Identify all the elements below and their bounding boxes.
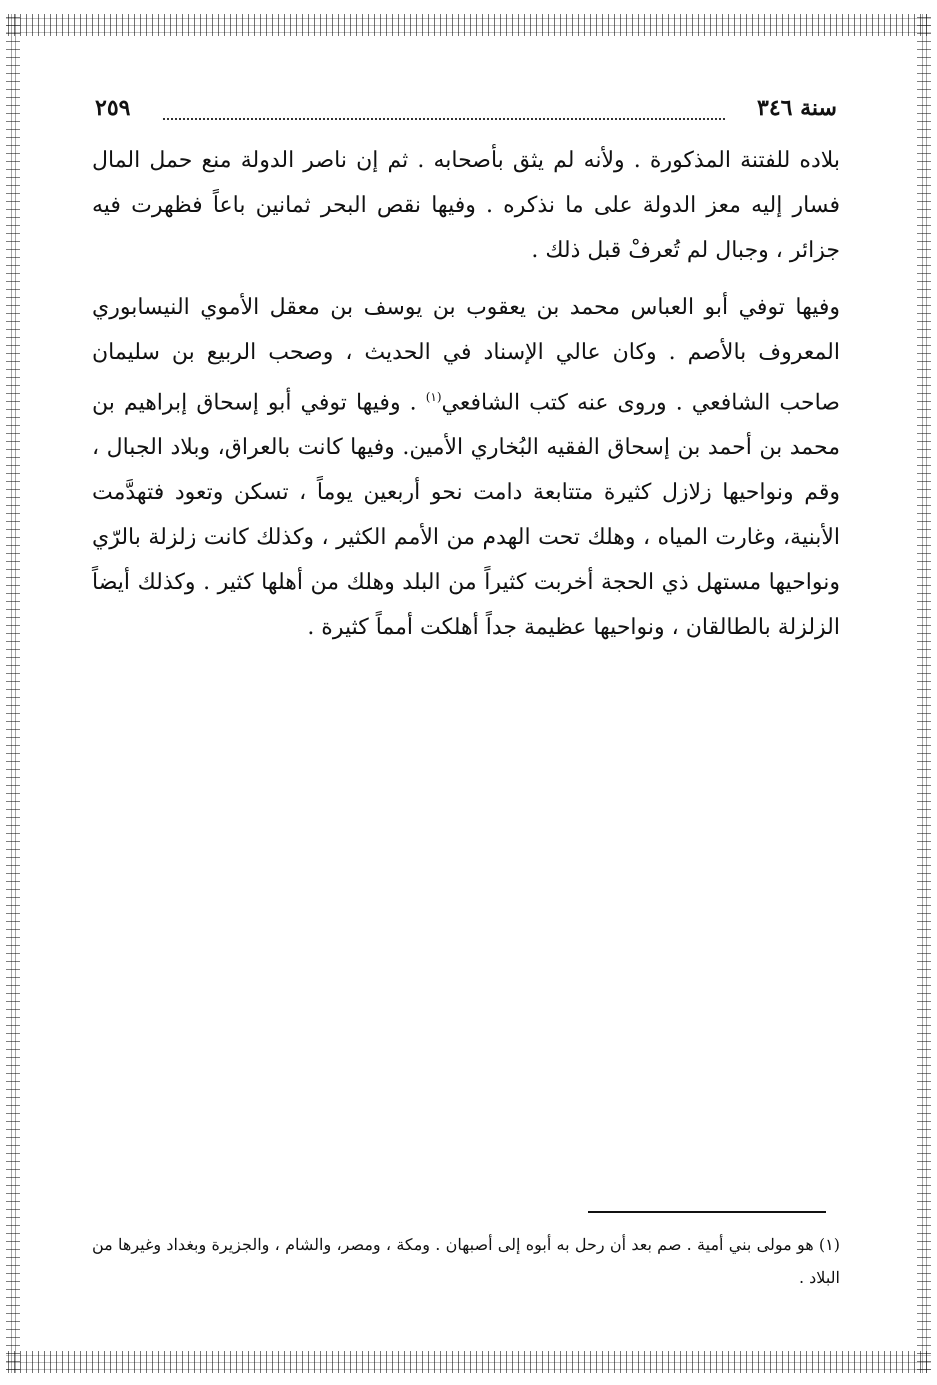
footnote-separator: [588, 1211, 826, 1213]
footnote: [92, 1228, 840, 1294]
main-text: [92, 138, 840, 650]
paragraph-2: [92, 285, 840, 650]
ornamental-border-left: [6, 14, 20, 1373]
ornamental-border-top: [6, 14, 931, 36]
running-header: [95, 88, 837, 128]
header-year-label: سنة ٣٤٦: [757, 95, 837, 121]
ornamental-border-bottom: [6, 1351, 931, 1373]
header-dotted-leader: [163, 118, 725, 120]
paragraph-2-part-b: . وفيها توفي أبو إسحاق إبراهيم بن محمد بن أحمد بن إسحاق الفقيه البُخاري الأمين. وفيها كانت بالعراق، وبلاد الجبال ، وقم ونواحيها زلازل كثيرة متتابعة دامت نحو أربعين يوماً ، تسكن وتعود فتهدَّمت الأبنية، وغارت المياه ، وهلك تحت الهدم من الأمم الكثير ، وكذلك كانت زلزلة بالرّي ونواحيها مستهل ذي الحجة أخربت كثيراً من البلد وهلك من أهلها كثير . وكذلك أيضاً الزلزلة بالطالقان ، ونواحيها عظيمة جداً أهلكت أمماً كثيرة .: [92, 390, 840, 641]
page-number: ٢٥٩: [95, 95, 131, 121]
footnote-text: (١) هو مولى بني أمية . صم بعد أن رحل به أبوه إلى أصبهان . ومكة ، ومصر، والشام ، والجزيرة وبغداد وغيرها من البلاد .: [92, 1235, 841, 1287]
paragraph-1: بلاده للفتنة المذكورة . ولأنه لم يثق بأصحابه . ثم إن ناصر الدولة منع حمل المال فسار إليه معز الدولة على ما نذكره . وفيها نقص البحر ثمانين باعاً فظهرت فيه جزائر ، وجبال لم تُعرفْ قبل ذلك .: [92, 148, 840, 263]
footnote-marker: (١): [425, 390, 442, 404]
ornamental-border-right: [917, 14, 931, 1373]
paragraph-2-part-a: وفيها توفي أبو العباس محمد بن يعقوب بن يوسف بن معقل الأموي النيسابوري المعروف بالأصم . وكان عالي الإسناد في الحديث ، وصحب الربيع بن سليمان صاحب الشافعي . وروى عنه كتب الشافعي: [92, 295, 840, 416]
